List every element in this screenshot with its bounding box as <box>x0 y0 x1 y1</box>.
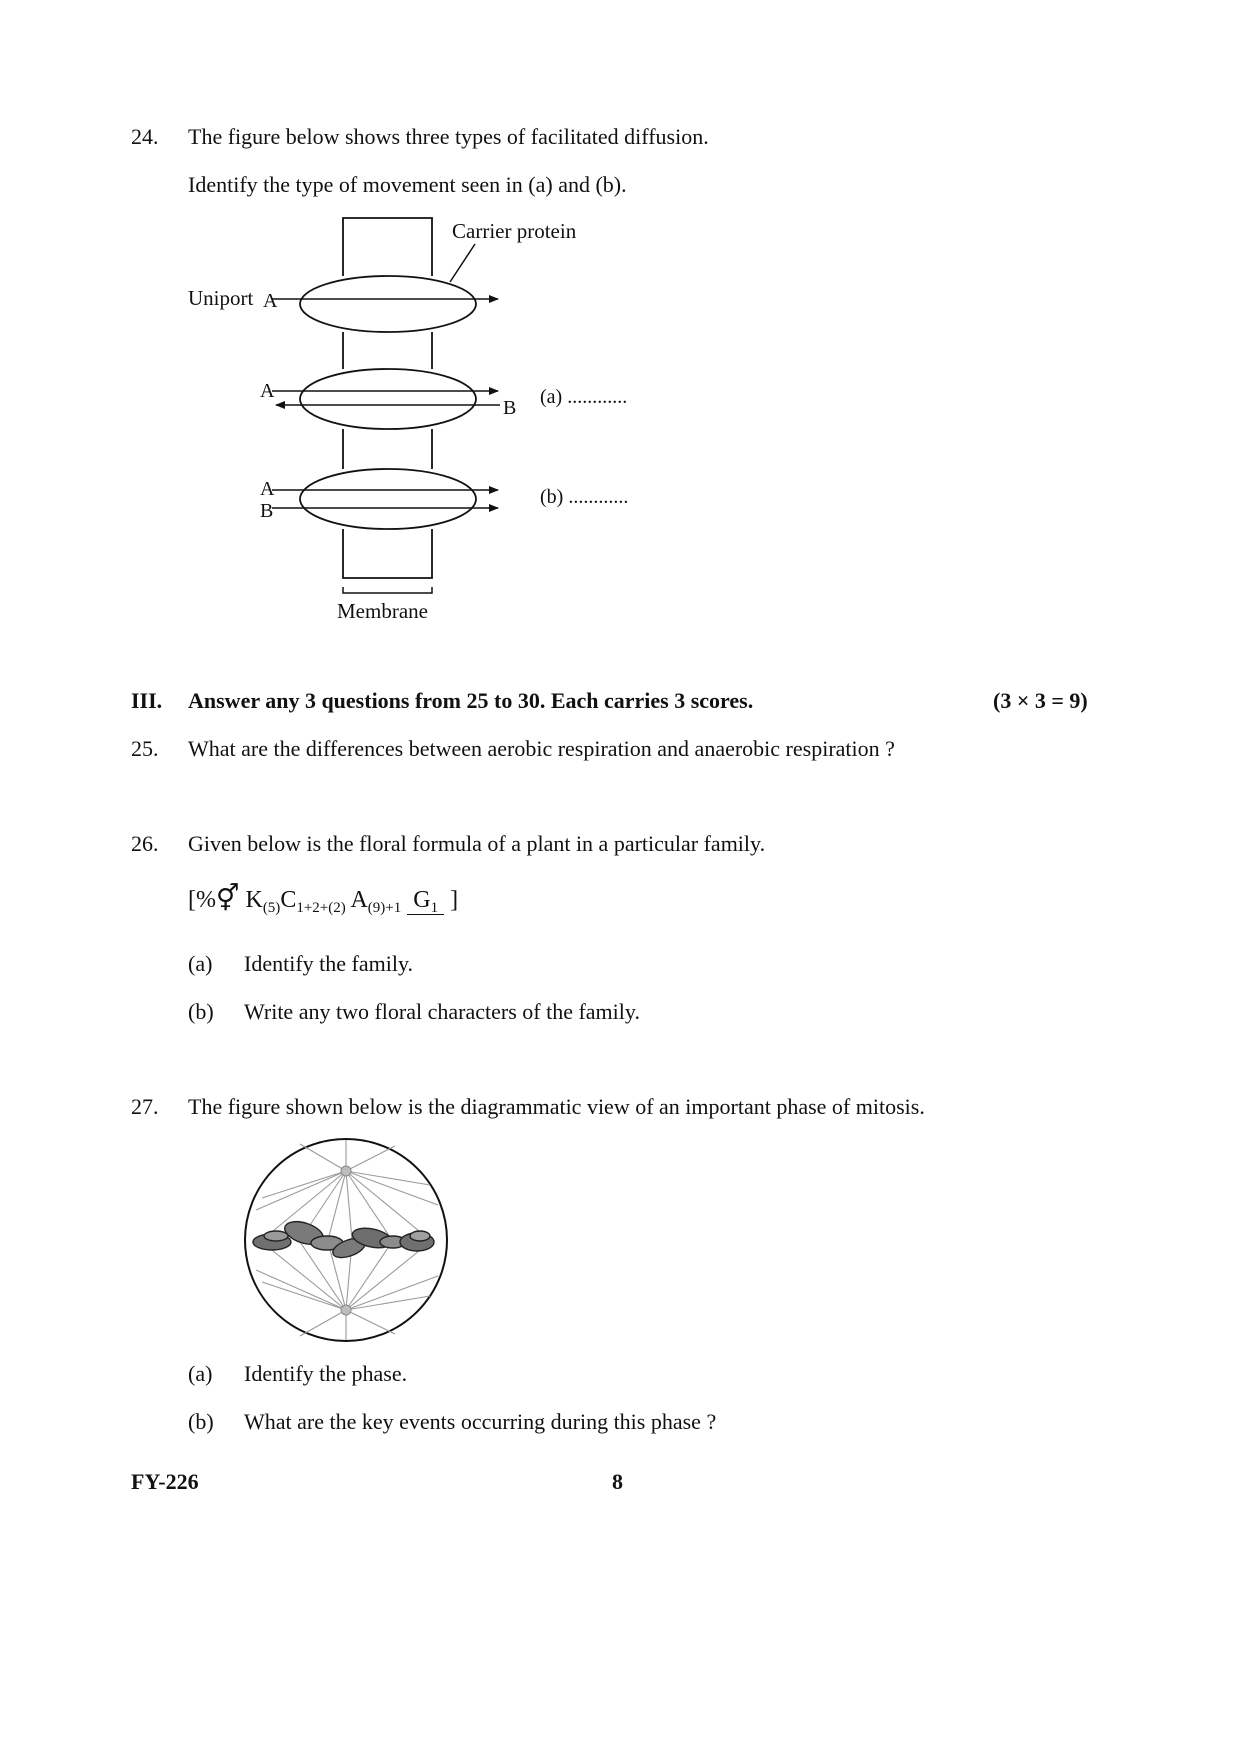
question-26-a-label: (a) <box>188 951 213 976</box>
uniport-substance-a: A <box>263 290 278 312</box>
question-26-a-text: Identify the family. <box>244 951 414 976</box>
blank-a: (a) ............ <box>540 386 628 408</box>
uniport-label: Uniport <box>188 286 254 310</box>
question-25-number: 25. <box>131 736 159 761</box>
question-26-number: 26. <box>131 831 159 856</box>
formula-corolla-count: 1+2+(2) <box>296 900 346 916</box>
formula-androecium-count: (9)+1 <box>367 900 402 916</box>
section-number: III. <box>131 688 163 713</box>
question-27-b-text: What are the key events occurring during this phase ? <box>244 1409 717 1434</box>
carrier-protein-label: Carrier protein <box>452 219 577 243</box>
bisexual-symbol-icon: ⚥ <box>215 884 240 914</box>
formula-calyx-count: (5) <box>262 900 281 916</box>
formula-gynoecium <box>407 887 444 915</box>
spindle-pole-bottom <box>341 1305 351 1315</box>
question-24-text: The figure below shows three types of facilitated diffusion. <box>188 124 709 149</box>
facilitated-diffusion-figure <box>180 210 660 630</box>
formula-gynoecium-count: 1 <box>430 900 439 916</box>
section-heading: Answer any 3 questions from 25 to 30. Each carries 3 scores. <box>188 688 754 713</box>
carrier-protein-uniport <box>300 276 476 332</box>
question-27-a-text: Identify the phase. <box>244 1361 408 1386</box>
carrier-protein-leader <box>450 244 475 282</box>
question-27-text: The figure shown below is the diagrammatic view of an important phase of mitosis. <box>188 1094 925 1119</box>
symport-substance-b: B <box>260 500 274 522</box>
question-24-number: 24. <box>131 124 159 149</box>
membrane-label: Membrane <box>337 599 428 623</box>
formula-open: [% <box>188 887 216 913</box>
symport-substance-a: A <box>260 478 275 500</box>
question-27-a-label: (a) <box>188 1361 213 1386</box>
floral-formula <box>188 884 458 917</box>
formula-androecium: A <box>350 887 368 913</box>
antiport-substance-a: A <box>260 380 275 402</box>
question-24-instruction: Identify the type of movement seen in (a) and (b). <box>188 172 627 197</box>
spindle-pole-top <box>341 1166 351 1176</box>
formula-close: ] <box>450 887 459 913</box>
membrane-bracket <box>343 587 432 593</box>
carrier-protein-antiport <box>300 369 476 429</box>
question-27-number: 27. <box>131 1094 159 1119</box>
question-26-b-label: (b) <box>188 999 214 1024</box>
question-26-text: Given below is the floral formula of a plant in a particular family. <box>188 831 766 856</box>
question-25-text: What are the differences between aerobic respiration and anaerobic respiration ? <box>188 736 895 761</box>
question-27-b-label: (b) <box>188 1409 214 1434</box>
carrier-protein-symport <box>300 469 476 529</box>
paper-code: FY-226 <box>131 1469 199 1494</box>
page-number: 8 <box>612 1469 623 1494</box>
question-26-b-text: Write any two floral characters of the family. <box>244 999 640 1024</box>
section-score: (3 × 3 = 9) <box>993 688 1088 713</box>
mitosis-phase-figure <box>236 1130 456 1350</box>
blank-b: (b) ............ <box>540 486 629 508</box>
formula-corolla: C <box>280 887 297 913</box>
antiport-substance-b: B <box>503 397 517 419</box>
formula-calyx: K <box>245 887 263 913</box>
formula-gynoecium-letter: G <box>413 887 431 913</box>
